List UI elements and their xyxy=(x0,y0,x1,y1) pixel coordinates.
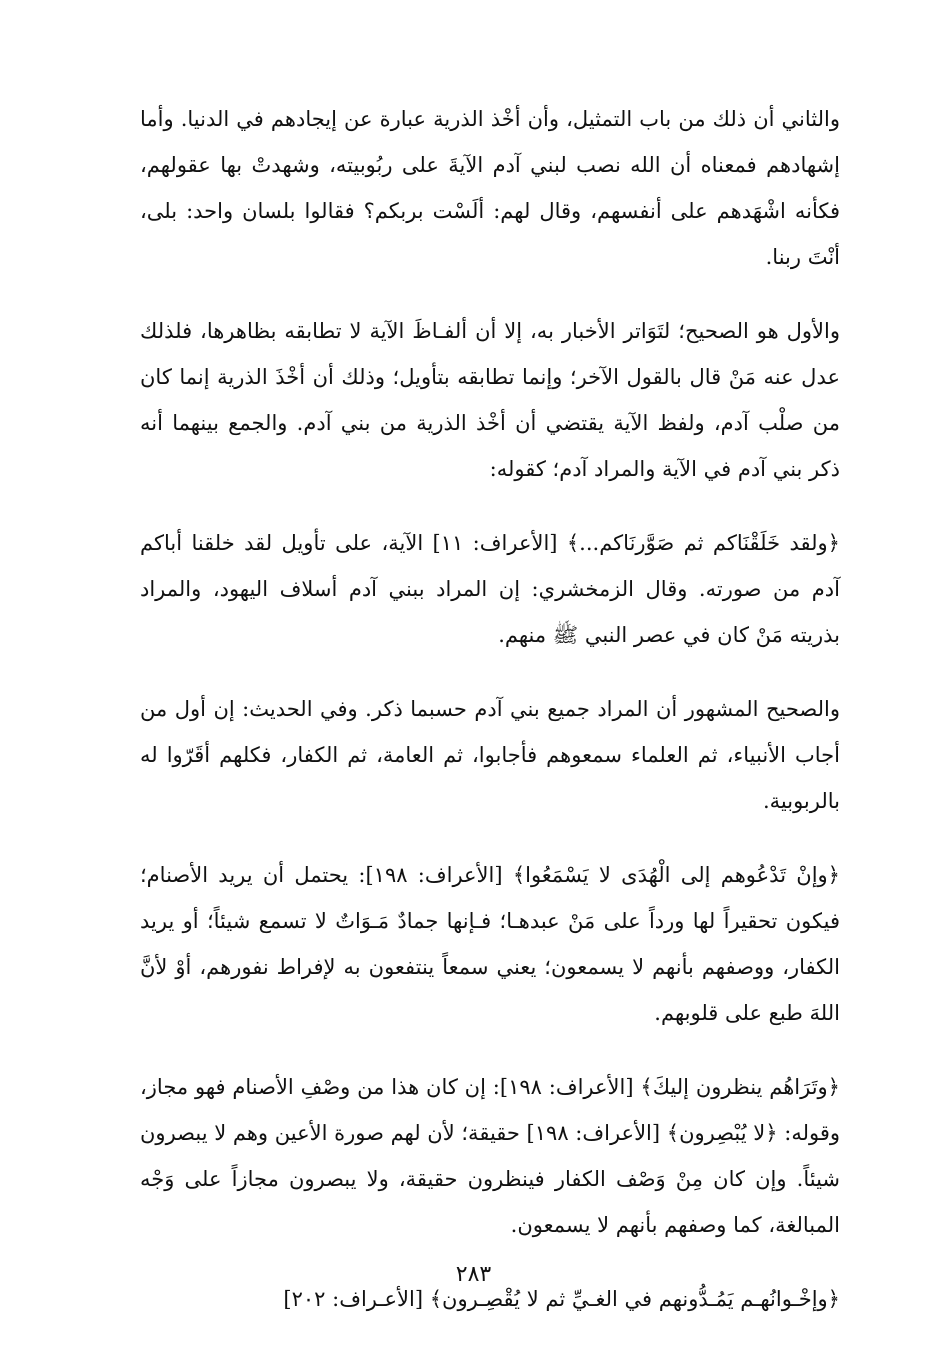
paragraph-7: ﴿وإخْـوانُهـم يَمُـدُّونهم في الغـيِّ ثم لا يُقْصِـرون﴾ [الأعـراف: ٢٠٢] xyxy=(283,1287,840,1311)
page-body xyxy=(140,96,840,1322)
paragraph-3: ﴿ولقد خَلَقْنَاكم ثم صَوَّرنَاكم...﴾ [الأعراف: ١١] الآية، على تأويل لقد خلقنا أباكم آدم من صورته. وقال الزمخشري: إن المراد ببني آدم أسلاف اليهود، والمراد بذريته مَنْ كان في عصر النبي ﷺ منهم. xyxy=(140,531,840,647)
paragraph-5: ﴿وإنْ تَدْعُوهم إلى الْهُدَى لا يَسْمَعُوا﴾ [الأعراف: ١٩٨]: يحتمل أن يريد الأصنام؛ فيكون تحقيراً لها ورداً على مَنْ عبدهـا؛ فـإنها جمادٌ مَـوَاتٌ لا تسمع شيئاً؛ أو يريد الكفار، ووصفهم بأنهم لا يسمعون؛ يعني سمعاً ينتفعون به لإفراط نفورهم، أوْ لأنَّ اللهَ طبع على قلوبهم. xyxy=(140,863,840,1025)
paragraph-1: والثاني أن ذلك من باب التمثيل، وأن أخْذ الذرية عبارة عن إيجادهم في الدنيا. وأما إشهادهم فمعناه أن الله نصب لبني آدم الآيةَ على ربُوبيته، وشهدتْ بها عقولهم، فكأنه اشْهَدهم على أنفسهم، وقال لهم: ألَسْت بربكم؟ فقالوا بلسان واحد: بلى، أنْتَ ربنا. xyxy=(140,107,840,269)
page-number: ٢٨٣ xyxy=(455,1262,492,1287)
paragraph-4: والصحيح المشهور أن المراد جميع بني آدم حسبما ذكر. وفي الحديث: إن أول من أجاب الأنبياء، ثم العلماء سمعوهم فأجابوا، ثم العامة، ثم الكفار، فكلهم أقَرّوا له بالربوبية. xyxy=(140,697,840,813)
paragraph-6: ﴿وتَرَاهُم ينظرون إليكَ﴾ [الأعراف: ١٩٨]: إن كان هذا من وصْفِ الأصنام فهو مجاز، وقوله: ﴿لا يُبْصِرون﴾ [الأعراف: ١٩٨] حقيقة؛ لأن لهم صورة الأعين وهم لا يبصرون شيئاً. وإن كان مِنْ وَصْف الكفار فينظرون حقيقة، ولا يبصرون مجازاً على وَجْه المبالغة، كما وصفهم بأنهم لا يسمعون. xyxy=(140,1075,841,1237)
paragraph-2: والأول هو الصحيح؛ لتَوَاتر الأخبار به، إلا أن ألفـاظَ الآية لا تطابقه بظاهرها، فلذلك عدل عنه مَنْ قال بالقول الآخر؛ وإنما تطابقه بتأويل؛ وذلك أن أخْذَ الذرية إنما كان من صلْب آدم، ولفظ الآية يقتضي أن أخْذ الذرية من بني آدم. والجمع بينهما أنه ذكر بني آدم في الآية والمراد آدم؛ كقوله: xyxy=(140,319,840,481)
